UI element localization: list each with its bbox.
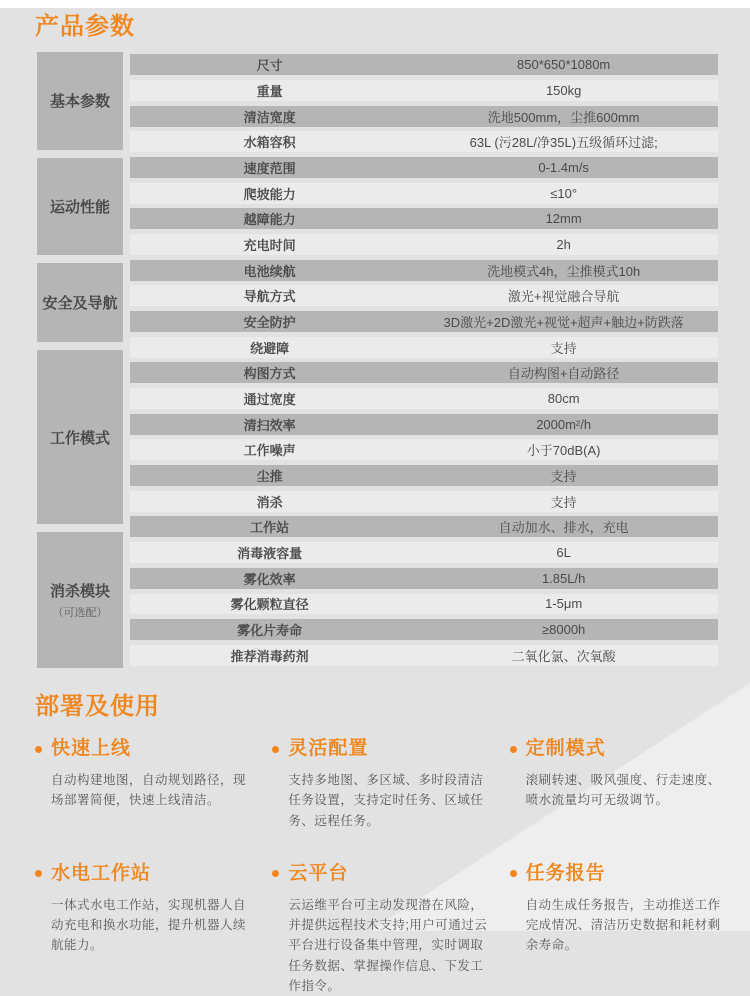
spec-row-band bbox=[130, 54, 718, 75]
spec-value-cell: 洗地模式4h，尘推模式10h bbox=[487, 263, 641, 279]
feature-2 bbox=[510, 736, 725, 831]
spec-name-cell: 安全防护 bbox=[243, 315, 296, 331]
spec-name-cell: 尘推 bbox=[256, 469, 283, 485]
sidebar-group-sublabel: （可选配） bbox=[52, 607, 108, 620]
spec-name-cell: 速度范围 bbox=[243, 161, 296, 177]
spec-row-band bbox=[130, 311, 718, 332]
spec-row bbox=[130, 206, 718, 232]
spec-table-rows bbox=[130, 52, 718, 668]
spec-name-cell: 消杀 bbox=[256, 494, 283, 510]
spec-row bbox=[130, 103, 718, 129]
spec-value-cell: 1-5μm bbox=[545, 596, 583, 612]
spec-row-band bbox=[130, 414, 718, 435]
spec-name-cell: 通过宽度 bbox=[243, 392, 296, 408]
spec-value-cell: 6L bbox=[556, 545, 571, 561]
feature-0 bbox=[35, 736, 250, 831]
spec-row-band bbox=[130, 183, 718, 204]
spec-name-cell: 消毒液容量 bbox=[237, 546, 303, 562]
spec-name-cell: 清洁宽度 bbox=[243, 109, 296, 125]
spec-row bbox=[130, 52, 718, 78]
spec-row-band bbox=[130, 260, 718, 281]
feature-title bbox=[35, 861, 250, 887]
spec-row-band bbox=[130, 157, 718, 178]
spec-row-band bbox=[130, 645, 718, 666]
spec-row bbox=[130, 78, 718, 104]
feature-title-text: 水电工作站 bbox=[51, 862, 152, 884]
spec-value-cell: 自动构图+自动路径 bbox=[507, 366, 620, 382]
spec-value-cell: 3D激光+2D激光+视觉+超声+触边+防跌落 bbox=[443, 315, 684, 331]
spec-value-cell: 支持 bbox=[550, 494, 577, 510]
spec-value-cell: 0-1.4m/s bbox=[538, 160, 589, 176]
spec-name-cell: 推荐消毒药剂 bbox=[230, 648, 309, 664]
spec-name-cell: 工作站 bbox=[250, 520, 290, 536]
spec-row-band bbox=[130, 337, 718, 358]
spec-value-cell: 支持 bbox=[550, 340, 577, 356]
feature-description: 云运维平台可主动发现潜在风险，并提供远程技术支持;用户可通过云平台进行设备集中管理，实时调取任务数据、掌握操作信息、下发工作指令。 bbox=[288, 897, 488, 993]
spec-name-cell: 绕避障 bbox=[250, 340, 290, 356]
spec-row bbox=[130, 411, 718, 437]
feature-description: 一体式水电工作站，实现机器人自动充电和换水功能，提升机器人续航能力。 bbox=[51, 897, 247, 953]
spec-name-cell: 水箱容积 bbox=[243, 135, 296, 151]
spec-name-cell: 充电时间 bbox=[243, 238, 296, 254]
spec-value-cell: 支持 bbox=[550, 469, 577, 485]
feature-description: 自动生成任务报告，主动推送工作完成情况、清洁历史数据和耗材剩余寿命。 bbox=[525, 897, 721, 953]
feature-3 bbox=[35, 861, 250, 996]
spec-row bbox=[130, 488, 718, 514]
spec-value-cell: 洗地500mm，尘推600mm bbox=[487, 109, 640, 125]
spec-row bbox=[130, 155, 718, 181]
spec-row-band bbox=[130, 106, 718, 127]
feature-title bbox=[272, 736, 487, 762]
feature-title-text: 任务报告 bbox=[525, 862, 606, 884]
spec-name-cell: 雾化片寿命 bbox=[237, 623, 303, 639]
spec-value-cell: ≤10° bbox=[550, 185, 578, 201]
spec-table-sidebar bbox=[37, 52, 123, 668]
spec-row-band bbox=[130, 542, 718, 563]
spec-name-cell: 尺寸 bbox=[256, 58, 283, 74]
sidebar-group-label: 安全及导航 bbox=[42, 295, 118, 313]
bullet-icon bbox=[510, 746, 517, 753]
spec-row-band bbox=[130, 80, 718, 101]
spec-value-cell: ≥8000h bbox=[542, 622, 586, 638]
spec-name-cell: 构图方式 bbox=[243, 366, 296, 382]
spec-name-cell: 工作噪声 bbox=[243, 443, 296, 459]
sidebar-group-label: 基本参数 bbox=[49, 93, 110, 111]
feature-title bbox=[272, 861, 487, 887]
spec-row bbox=[130, 232, 718, 258]
spec-name-cell: 导航方式 bbox=[243, 289, 296, 305]
spec-row bbox=[130, 257, 718, 283]
spec-value-cell: 80cm bbox=[547, 391, 580, 407]
spec-row-band bbox=[130, 465, 718, 486]
bullet-icon bbox=[35, 870, 42, 877]
spec-row-band bbox=[130, 362, 718, 383]
spec-row bbox=[130, 437, 718, 463]
spec-value-cell: 12mm bbox=[545, 211, 582, 227]
spec-value-cell: 小于70dB(A) bbox=[526, 443, 601, 459]
spec-row-band bbox=[130, 208, 718, 229]
spec-value-cell: 850*650*1080m bbox=[517, 57, 611, 73]
sidebar-group-label: 工作模式 bbox=[49, 429, 110, 447]
spec-name-cell: 重量 bbox=[256, 84, 283, 99]
spec-name-cell: 雾化效率 bbox=[243, 571, 296, 587]
spec-row bbox=[130, 129, 718, 155]
spec-row-band bbox=[130, 619, 718, 640]
feature-5 bbox=[510, 861, 725, 996]
feature-title bbox=[510, 861, 725, 887]
feature-title-text: 灵活配置 bbox=[288, 738, 369, 759]
feature-title-text: 定制模式 bbox=[525, 738, 606, 759]
deploy-section-title: 部署及使用 bbox=[35, 693, 160, 720]
spec-row bbox=[130, 591, 718, 617]
sidebar-group-0 bbox=[37, 52, 123, 150]
page-top-strip bbox=[0, 0, 750, 8]
spec-value-cell: 2000m²/h bbox=[536, 416, 592, 432]
spec-section-title: 产品参数 bbox=[35, 13, 135, 40]
spec-row-band bbox=[130, 285, 718, 306]
sidebar-group-label: 消杀模块 bbox=[49, 583, 110, 601]
spec-row-band bbox=[130, 516, 718, 537]
spec-row bbox=[130, 514, 718, 540]
spec-row-band bbox=[130, 594, 718, 615]
spec-name-cell: 爬坡能力 bbox=[243, 186, 296, 202]
spec-value-cell: 1.85L/h bbox=[541, 570, 586, 586]
spec-row bbox=[130, 617, 718, 643]
spec-row-band bbox=[130, 439, 718, 460]
feature-1 bbox=[272, 736, 487, 831]
spec-row bbox=[130, 386, 718, 412]
spec-value-cell: 激光+视觉融合导航 bbox=[507, 289, 620, 305]
spec-row bbox=[130, 463, 718, 489]
spec-row bbox=[130, 309, 718, 335]
feature-title bbox=[510, 736, 725, 762]
spec-value-cell: 150kg bbox=[545, 83, 582, 98]
sidebar-group-label: 运动性能 bbox=[49, 199, 110, 216]
spec-table bbox=[37, 52, 718, 668]
bullet-icon bbox=[510, 870, 517, 877]
feature-title-text: 快速上线 bbox=[51, 738, 132, 759]
sidebar-group-1 bbox=[37, 158, 123, 256]
spec-value-cell: 二氧化氯、次氧酸 bbox=[511, 648, 616, 664]
spec-name-cell: 电池续航 bbox=[243, 263, 296, 279]
spec-row bbox=[130, 540, 718, 566]
feature-4 bbox=[272, 861, 487, 996]
spec-value-cell: 自动加水、排水，充电 bbox=[498, 520, 629, 536]
spec-row-band bbox=[130, 568, 718, 589]
sidebar-group-4 bbox=[37, 532, 123, 668]
spec-row-band bbox=[130, 491, 718, 512]
spec-name-cell: 雾化颗粒直径 bbox=[230, 597, 309, 613]
spec-row bbox=[130, 360, 718, 386]
spec-row-band bbox=[130, 388, 718, 409]
bullet-icon bbox=[272, 746, 279, 753]
bullet-icon bbox=[272, 870, 279, 877]
spec-value-cell: 63L (污28L/净35L)五级循环过滤; bbox=[469, 135, 658, 151]
spec-row bbox=[130, 334, 718, 360]
sidebar-group-2 bbox=[37, 263, 123, 342]
spec-name-cell: 清扫效率 bbox=[243, 417, 296, 433]
spec-row bbox=[130, 565, 718, 591]
spec-row-band bbox=[130, 234, 718, 255]
feature-title bbox=[35, 736, 250, 762]
feature-description: 自动构建地图，自动规划路径，现场部署简便，快速上线清洁。 bbox=[51, 773, 247, 808]
feature-title-text: 云平台 bbox=[288, 862, 349, 884]
feature-description: 滚刷转速、吸风强度、行走速度、喷水流量均可无级调节。 bbox=[525, 773, 721, 808]
spec-row bbox=[130, 180, 718, 206]
features-grid bbox=[35, 736, 725, 996]
sidebar-group-3 bbox=[37, 350, 123, 524]
spec-value-cell: 2h bbox=[556, 237, 571, 253]
spec-row-band bbox=[130, 131, 718, 152]
spec-row bbox=[130, 283, 718, 309]
spec-row bbox=[130, 642, 718, 668]
feature-description: 支持多地图、多区域、多时段清洁任务设置，支持定时任务、区域任务、远程任务。 bbox=[288, 773, 484, 828]
bullet-icon bbox=[35, 746, 42, 753]
spec-name-cell: 越障能力 bbox=[243, 212, 296, 228]
